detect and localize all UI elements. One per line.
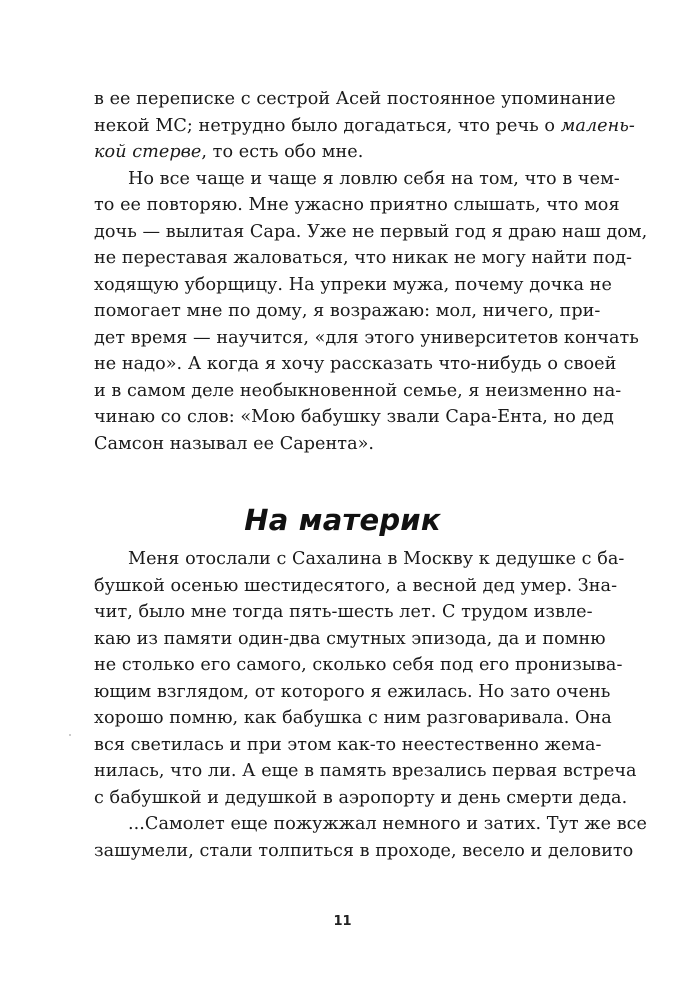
text-line: чит, было мне тогда пять-шесть лет. С трудом извле- bbox=[94, 602, 593, 622]
text-line bbox=[94, 139, 587, 166]
scan-speck bbox=[69, 734, 71, 736]
chapter-title: На материк bbox=[244, 503, 441, 537]
text-line: помогает мне по дому, я возражаю: мол, ничего, при- bbox=[94, 301, 601, 321]
text-line: и в самом деле необыкновенной семье, я неизменно на- bbox=[94, 380, 622, 401]
text-line: Но все чаще и чаще я ловлю себя на том, что в чем- bbox=[128, 168, 620, 189]
chapter-text-block bbox=[94, 546, 648, 864]
page-number: 11 bbox=[333, 914, 352, 929]
text-line: чинаю со слов: «Мою бабушку звали Сара-Ента, но дед bbox=[94, 407, 614, 427]
text-line: дет время — научится, «для этого университетов кончать bbox=[94, 327, 639, 348]
text-line: с бабушкой и дедушкой в аэропорту и день смерти деда. bbox=[94, 787, 628, 808]
text-line: Самсон называл ее Сарента». bbox=[94, 433, 375, 454]
text-line: каю из памяти один-два смутных эпизода, да и помню bbox=[94, 628, 606, 649]
text-line: ющим взглядом, от которого я ежилась. Но зато очень bbox=[94, 681, 611, 702]
italic-text-run: малень- bbox=[560, 115, 635, 136]
text-line: не столько его самого, сколько себя под его пронизыва- bbox=[94, 655, 623, 675]
text-line: вся светилась и при этом как-то неестественно жема- bbox=[94, 734, 602, 755]
text-line: дочь — вылитая Сара. Уже не первый год я драю наш дом, bbox=[94, 221, 648, 242]
text-line: зашумели, стали толпиться в проходе, весело и деловито bbox=[94, 840, 634, 861]
text-run: некой МС; нетрудно было догадаться, что речь о bbox=[94, 115, 561, 136]
italic-text-run: кой стерве bbox=[94, 142, 202, 162]
text-line: не переставая жаловаться, что никак не могу найти под- bbox=[94, 248, 633, 268]
text-line: ...Самолет еще пожужжал немного и затих. Тут же все bbox=[128, 814, 648, 834]
intro-text-block bbox=[94, 86, 648, 457]
text-line: ходящую уборщицу. На упреки мужа, почему дочка не bbox=[94, 274, 612, 295]
text-line: хорошо помню, как бабушка с ним разговаривала. Она bbox=[94, 708, 612, 728]
text-line: то ее повторяю. Мне ужасно приятно слышать, что моя bbox=[94, 195, 620, 215]
text-line bbox=[94, 113, 635, 140]
text-line: нилась, что ли. А еще в память врезались первая встреча bbox=[94, 761, 637, 781]
text-line: в ее переписке с сестрой Асей постоянное упоминание bbox=[94, 89, 616, 109]
text-line: бушкой осенью шестидесятого, а весной дед умер. Зна- bbox=[94, 575, 618, 596]
text-run: , то есть обо мне. bbox=[201, 142, 364, 162]
text-line: Меня отослали с Сахалина в Москву к дедушке с ба- bbox=[128, 549, 625, 569]
text-line: не надо». А когда я хочу рассказать что-нибудь о своей bbox=[94, 354, 617, 374]
